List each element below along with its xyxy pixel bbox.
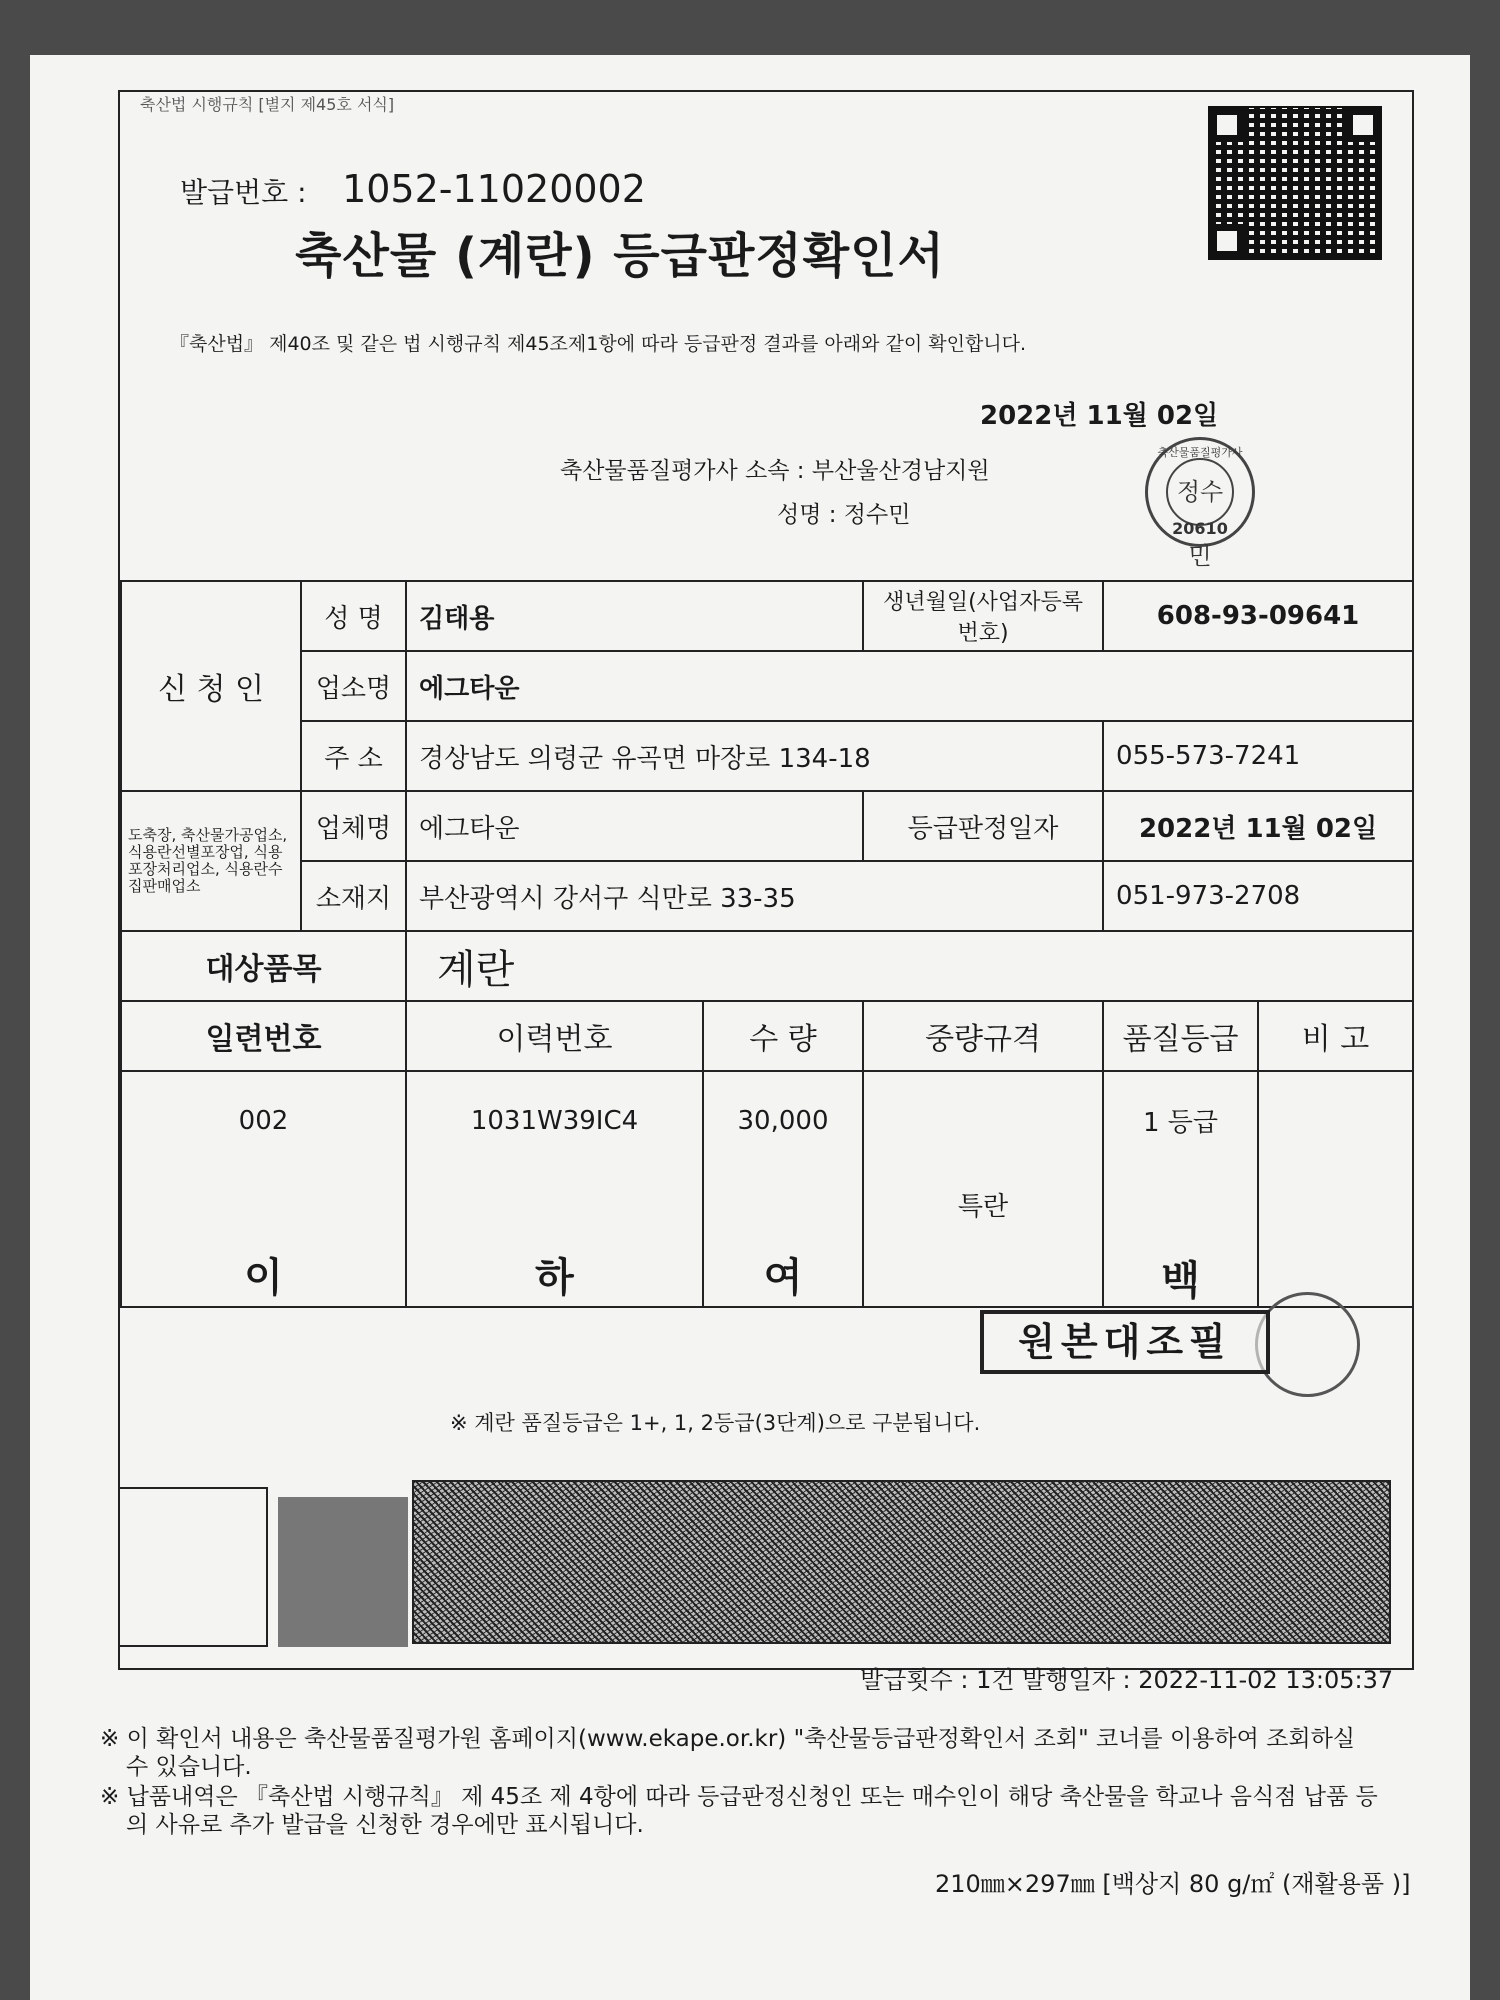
name-value: 김태용: [406, 581, 863, 651]
blank-marker: 이: [244, 1254, 283, 1301]
redacted-block: [278, 1497, 408, 1647]
security-pattern: [412, 1480, 1391, 1644]
grade-date-value: 2022년 11월 02일: [1103, 791, 1413, 861]
facility-section-label: 도축장, 축산물가공업소, 식용란선별포장업, 식용포장처리업소, 식용란수집판매업소: [121, 791, 301, 931]
evaluator-seal: [1145, 437, 1255, 570]
evaluator-affiliation: 축산물품질평가사 소속 : 부산울산경남지원: [560, 458, 990, 484]
qr-code: [1208, 106, 1382, 260]
issue-number-value: 1052-11020002: [342, 167, 646, 211]
seal-top-text: 축산물품질평가사: [1157, 446, 1243, 459]
info-table: [120, 580, 1414, 1308]
column-header-note: 비 고: [1258, 1001, 1413, 1071]
grade-value: 1 등급: [1143, 1108, 1219, 1138]
quantity-cell: [703, 1071, 863, 1307]
column-header-serial: 일련번호: [121, 1001, 406, 1071]
grade-date-label: 등급판정일자: [863, 791, 1103, 861]
grade-cell: [1103, 1071, 1258, 1307]
weight-cell: [863, 1071, 1103, 1307]
quantity-value: 30,000: [737, 1105, 829, 1136]
circular-seal-icon: [1255, 1292, 1360, 1397]
applicant-phone: 055-573-7241: [1103, 721, 1413, 791]
birth-value: 608-93-09641: [1103, 581, 1413, 651]
column-header-weight: 중량규격: [863, 1001, 1103, 1071]
form-caption: 축산법 시행규칙 [별지 제45호 서식]: [140, 95, 395, 114]
note-cell: [1258, 1071, 1413, 1307]
seal-number: 20610: [1172, 519, 1228, 538]
blank-marker: 여: [763, 1254, 803, 1301]
table-row: [121, 1071, 1413, 1307]
evaluator-name: 성명 : 정수민: [777, 502, 911, 528]
issue-number-label: 발급번호 :: [180, 176, 307, 209]
column-header-trace: 이력번호: [406, 1001, 703, 1071]
intro-text: 『축산법』 제40조 및 같은 법 시행규칙 제45조제1항에 따라 등급판정 결과를 아래와 같이 확인합니다.: [170, 333, 1027, 355]
blank-marker: 백: [1161, 1258, 1200, 1304]
grade-note: ※ 계란 품질등급은 1+, 1, 2등급(3단계)으로 구분됩니다.: [450, 1411, 981, 1435]
paper-spec: 210㎜×297㎜ [백상지 80 g/㎡ (재활용품 )]: [935, 1870, 1411, 1898]
issuance-meta: 발급횟수 : 1건 발행일자 : 2022-11-02 13:05:37: [860, 1666, 1394, 1694]
qr-finder-icon: [1210, 108, 1244, 142]
weight-value: 특란: [957, 1191, 1009, 1222]
birth-label: 생년월일(사업자등록번호): [863, 581, 1103, 651]
address-label: 주 소: [301, 721, 406, 791]
serial-value: 002: [238, 1105, 289, 1136]
serial-cell: [121, 1071, 406, 1307]
issue-number: [180, 167, 646, 211]
footnote: ※ 이 확인서 내용은 축산물품질평가원 홈페이지(www.ekape.or.kr) "축산물등급판정확인서 조회" 코너를 이용하여 조회하실 수 있습니다.: [100, 1726, 1355, 1780]
company-label: 업체명: [301, 791, 406, 861]
footnotes: [100, 1725, 1380, 1841]
location-value: 부산광역시 강서구 식만로 33-35: [406, 861, 1103, 931]
seal-center-text: 정수민: [1166, 458, 1234, 526]
business-label: 업소명: [301, 651, 406, 721]
target-value: 계란: [406, 931, 1413, 1001]
original-verified-stamp: 원본대조필: [980, 1310, 1270, 1374]
name-label: 성 명: [301, 581, 406, 651]
trace-cell: [406, 1071, 703, 1307]
empty-box: [118, 1487, 268, 1647]
certificate-form: [118, 90, 1414, 1670]
location-label: 소재지: [301, 861, 406, 931]
qr-finder-icon: [1210, 224, 1244, 258]
evaluator-block: [560, 449, 990, 537]
target-label: 대상품목: [121, 931, 406, 1001]
qr-finder-icon: [1346, 108, 1380, 142]
column-header-quantity: 수 량: [703, 1001, 863, 1071]
blank-marker: 하: [535, 1254, 574, 1301]
column-header-grade: 품질등급: [1103, 1001, 1258, 1071]
applicant-section-label: 신 청 인: [121, 581, 301, 791]
facility-phone: 051-973-2708: [1103, 861, 1413, 931]
certificate-date: 2022년 11월 02일: [980, 401, 1219, 431]
address-value: 경상남도 의령군 유곡면 마장로 134-18: [406, 721, 1103, 791]
company-value: 에그타운: [406, 791, 863, 861]
footnote: ※ 납품내역은 『축산법 시행규칙』 제 45조 제 4항에 따라 등급판정신청인 또는 매수인이 해당 축산물을 학교나 음식점 납품 등의 사유로 추가 발급을 신청한 경우에만 표시됩니다.: [100, 1784, 1378, 1838]
trace-value: 1031W39IC4: [470, 1105, 639, 1136]
page-title: 축산물 (계란) 등급판정확인서: [295, 228, 945, 284]
business-value: 에그타운: [406, 651, 1413, 721]
